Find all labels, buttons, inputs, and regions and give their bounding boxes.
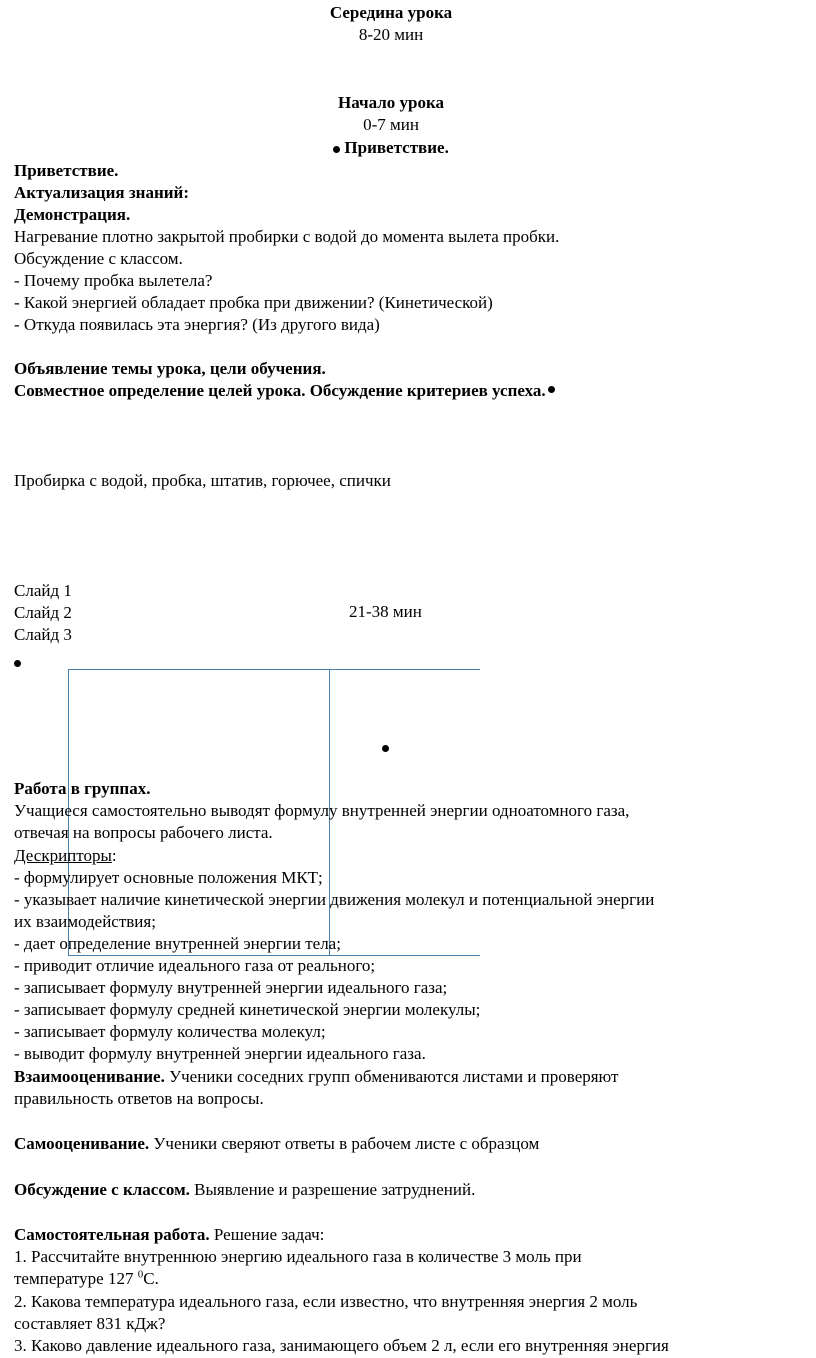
problem-2-cont: составляет 831 кДж?	[14, 1314, 166, 1333]
descriptor-item: - записывает формулу средней кинетической энергии молекулы;	[14, 1000, 481, 1019]
bullet-icon	[333, 146, 340, 153]
descriptor-item: - формулирует основные положения МКТ;	[14, 868, 323, 887]
descriptor-item: - выводит формулу внутренней энергии идеального газа.	[14, 1044, 426, 1063]
question-item: - Почему пробка вылетела?	[14, 271, 213, 290]
greeting-heading: Приветствие.	[14, 161, 119, 180]
bullet-icon	[382, 736, 389, 758]
bullet-icon	[14, 651, 21, 673]
group-work-heading: Работа в группах.	[14, 779, 151, 798]
descriptor-item: - дает определение внутренней энергии тела;	[14, 934, 341, 953]
problem-1: 1. Рассчитайте внутреннюю энергию идеального газа в количестве 3 моль при	[14, 1247, 582, 1266]
peer-assessment-cont: правильность ответов на вопросы.	[14, 1089, 264, 1108]
descriptor-item: - указывает наличие кинетической энергии движения молекул и потенциальной энергии	[14, 890, 655, 909]
knowledge-heading: Актуализация знаний:	[14, 183, 189, 202]
group-work-desc: отвечая на вопросы рабочего листа.	[14, 823, 273, 842]
problem-2: 2. Какова температура идеального газа, если известно, что внутренняя энергия 2 моль	[14, 1292, 638, 1311]
independent-work: Самостоятельная работа. Решение задач:	[14, 1225, 325, 1244]
mid-lesson-time: 8-20 мин	[358, 25, 424, 44]
class-discussion: Обсуждение с классом.	[14, 249, 183, 268]
materials-list: Пробирка с водой, пробка, штатив, горючее, спички	[14, 471, 391, 490]
question-item: - Откуда появилась эта энергия? (Из другого вида)	[14, 315, 380, 334]
descriptor-item: - записывает формулу внутренней энергии идеального газа;	[14, 978, 448, 997]
section-time: 21-38 мин	[349, 602, 422, 621]
start-lesson-title: Начало урока	[337, 93, 445, 112]
class-discussion-section: Обсуждение с классом. Выявление и разрешение затруднений.	[14, 1180, 476, 1199]
peer-assessment: Взаимооценивание. Ученики соседних групп обмениваются листами и проверяют	[14, 1067, 619, 1086]
self-assessment: Самооценивание. Ученики сверяют ответы в рабочем листе с образцом	[14, 1134, 540, 1153]
question-item: - Какой энергией обладает пробка при движении? (Кинетической)	[14, 293, 493, 312]
descriptors-heading: Дескрипторы:	[14, 846, 117, 865]
descriptor-item: - записывает формулу количества молекул;	[14, 1022, 326, 1041]
problem-1-cont: температуре 127 $^0$С.	[14, 1268, 159, 1288]
start-lesson-time: 0-7 мин	[363, 115, 419, 134]
demo-heading: Демонстрация.	[14, 205, 131, 224]
table-border-top	[68, 669, 480, 670]
slide-label: Слайд 3	[14, 625, 72, 644]
topic-announcement: Объявление темы урока, цели обучения.	[14, 359, 326, 378]
bullet-icon	[548, 386, 555, 393]
joint-goals: Совместное определение целей урока. Обсуждение критериев успеха.	[14, 380, 555, 402]
demo-description: Нагревание плотно закрытой пробирки с водой до момента вылета пробки.	[14, 227, 560, 246]
slide-label: Слайд 2	[14, 603, 72, 622]
mid-lesson-title: Середина урока	[329, 3, 453, 22]
descriptor-item: - приводит отличие идеального газа от реального;	[14, 956, 376, 975]
slide-label: Слайд 1	[14, 581, 72, 600]
group-work-desc: Учащиеся самостоятельно выводят формулу внутренней энергии одноатомного газа,	[14, 801, 630, 820]
problem-3: 3. Каково давление идеального газа, занимающего объем 2 л, если его внутренняя энергия	[14, 1336, 669, 1355]
start-bullet-item: Приветствие.	[0, 137, 782, 159]
descriptor-item: их взаимодействия;	[14, 912, 156, 931]
